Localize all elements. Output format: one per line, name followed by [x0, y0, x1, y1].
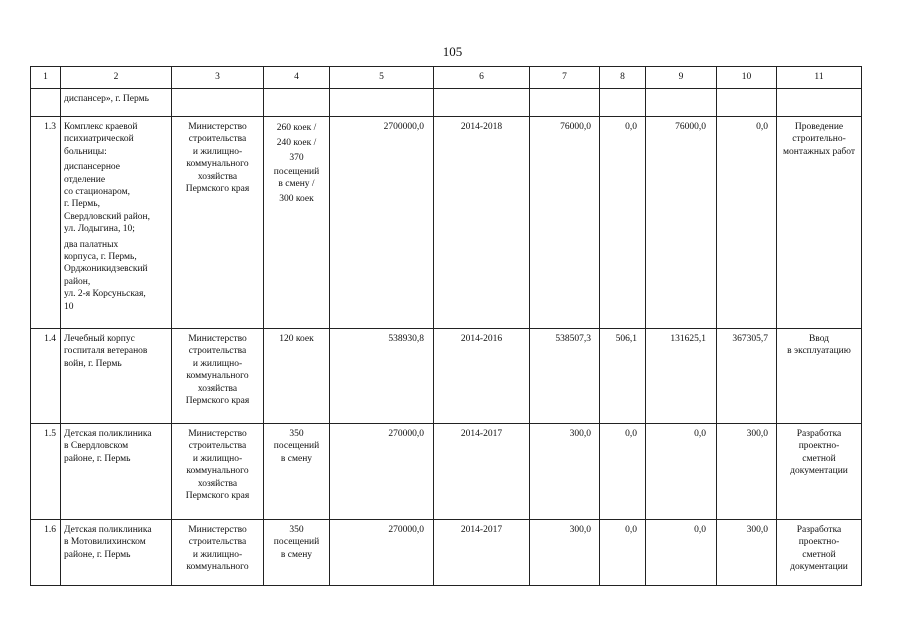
- value-col8: 506,1: [600, 329, 646, 424]
- table-row: [31, 424, 862, 520]
- period: 2014-2016: [434, 329, 530, 424]
- value-col7: 300,0: [530, 424, 600, 520]
- total-cost: 538930,8: [330, 329, 434, 424]
- col-header: 9: [646, 67, 717, 89]
- period: 2014-2017: [434, 424, 530, 520]
- value-col8: 0,0: [600, 117, 646, 329]
- col-header: 10: [717, 67, 777, 89]
- row-number: 1.6: [31, 520, 61, 586]
- stage: Проведение строительно- монтажных работ: [777, 117, 862, 329]
- value-col7: 76000,0: [530, 117, 600, 329]
- capacity: 120 коек: [264, 329, 330, 424]
- capacity: 350 посещений в смену: [264, 520, 330, 586]
- row-number: 1.4: [31, 329, 61, 424]
- col-header: 8: [600, 67, 646, 89]
- total-cost: 2700000,0: [330, 117, 434, 329]
- stage: Разработка проектно- сметной документации: [777, 424, 862, 520]
- total-cost: 270000,0: [330, 424, 434, 520]
- total-cost: 270000,0: [330, 520, 434, 586]
- value-col7: 538507,3: [530, 329, 600, 424]
- col-header: 7: [530, 67, 600, 89]
- object-name: Детская поликлиника в Свердловском районе, г. Пермь: [61, 424, 172, 520]
- customer: Министерство строительства и жилищно- коммунального хозяйства Пермского края: [172, 117, 264, 329]
- column-number-row: [31, 67, 862, 89]
- col-header: 3: [172, 67, 264, 89]
- object-name: Комплекс краевой психиатрической больницы: диспансерное отделение со стационаром, г. Пермь, Свердловский район, ул. Лодыгина, 10; два палатных корпуса, г. Пермь, Орджоникидзевский район, ул. 2-я Корсуньская, 10: [61, 117, 172, 329]
- object-name: Детская поликлиника в Мотовилихинском районе, г. Пермь: [61, 520, 172, 586]
- col-header: 4: [264, 67, 330, 89]
- investment-table: [30, 66, 862, 586]
- col-header: 5: [330, 67, 434, 89]
- capacity: 350 посещений в смену: [264, 424, 330, 520]
- customer: Министерство строительства и жилищно- коммунального: [172, 520, 264, 586]
- value-col10: 0,0: [717, 117, 777, 329]
- row-number: 1.3: [31, 117, 61, 329]
- value-col9: 131625,1: [646, 329, 717, 424]
- continuation-row: [31, 89, 862, 117]
- object-name: Лечебный корпус госпиталя ветеранов войн, г. Пермь: [61, 329, 172, 424]
- table-row: [31, 117, 862, 329]
- period: 2014-2018: [434, 117, 530, 329]
- value-col9: 76000,0: [646, 117, 717, 329]
- capacity: 260 коек / 240 коек / 370 посещений в смену / 300 коек: [264, 117, 330, 329]
- value-col10: 300,0: [717, 424, 777, 520]
- customer: Министерство строительства и жилищно- коммунального хозяйства Пермского края: [172, 329, 264, 424]
- value-col9: 0,0: [646, 424, 717, 520]
- value-col9: 0,0: [646, 520, 717, 586]
- continuation-text: диспансер», г. Пермь: [61, 89, 172, 117]
- col-header: 1: [31, 67, 61, 89]
- col-header: 6: [434, 67, 530, 89]
- col-header: 11: [777, 67, 862, 89]
- value-col8: 0,0: [600, 424, 646, 520]
- value-col7: 300,0: [530, 520, 600, 586]
- row-number: 1.5: [31, 424, 61, 520]
- value-col8: 0,0: [600, 520, 646, 586]
- period: 2014-2017: [434, 520, 530, 586]
- col-header: 2: [61, 67, 172, 89]
- stage: Разработка проектно- сметной документации: [777, 520, 862, 586]
- page-number: 105: [442, 44, 463, 59]
- value-col10: 367305,7: [717, 329, 777, 424]
- table-row: [31, 520, 862, 586]
- table-row: [31, 329, 862, 424]
- stage: Ввод в эксплуатацию: [777, 329, 862, 424]
- customer: Министерство строительства и жилищно- коммунального хозяйства Пермского края: [172, 424, 264, 520]
- value-col10: 300,0: [717, 520, 777, 586]
